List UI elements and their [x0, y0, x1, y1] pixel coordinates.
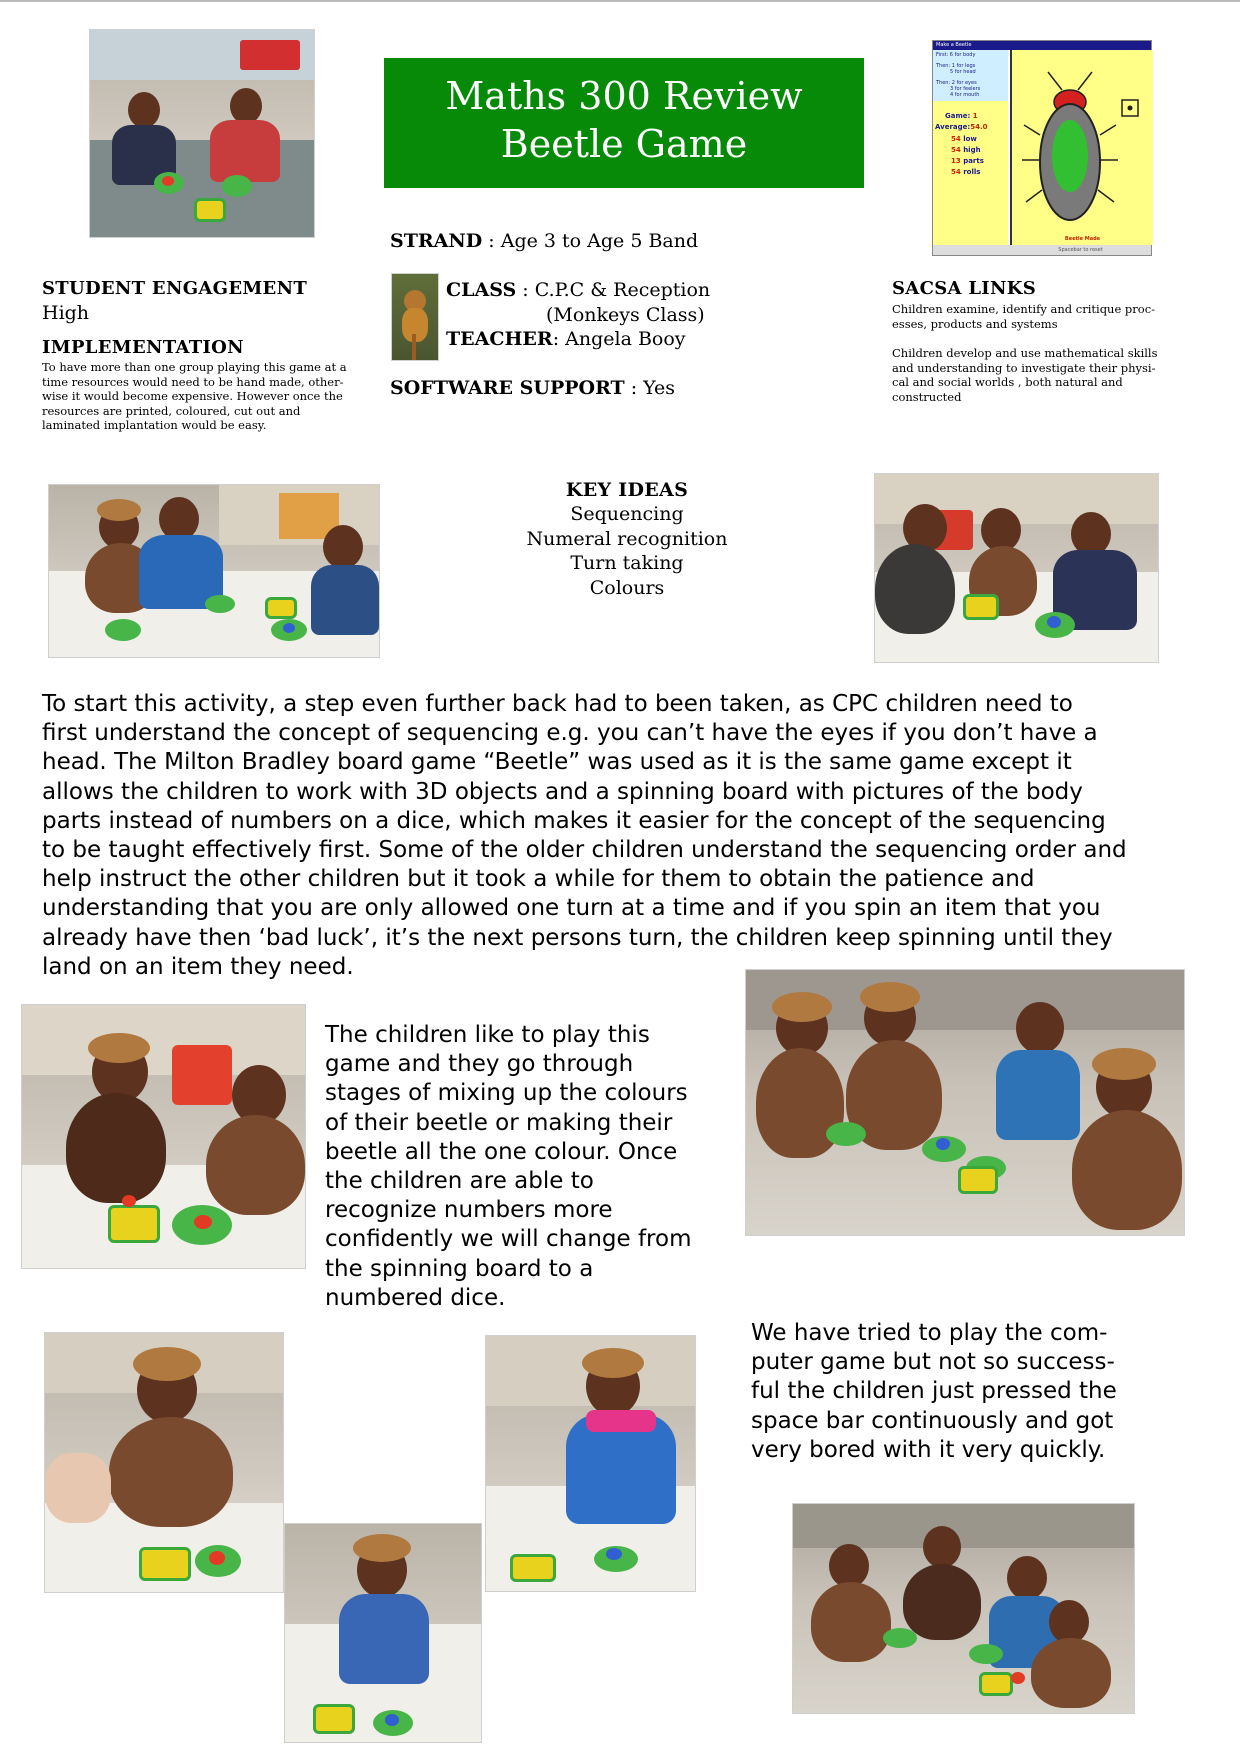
sacsa-line: constructed: [892, 389, 962, 404]
class-row: [446, 279, 710, 301]
rule-6: 4 for mouth: [950, 92, 980, 98]
main-paragraph-line: parts instead of numbers on a dice, which makes it easier for the concept of the sequencing: [42, 807, 1106, 834]
photo-children-at-table-right: [874, 473, 1159, 663]
rule-4: Then: 2 for eyes: [936, 80, 977, 86]
main-paragraph-line: land on an item they need.: [42, 953, 354, 980]
middle-paragraph-line: the children are able to: [325, 1168, 594, 1195]
key-idea-item: Numeral recognition: [526, 527, 728, 550]
engagement-value: High: [42, 302, 90, 324]
main-paragraph-line: To start this activity, a step even further back had to been taken, as CPC children need to: [42, 691, 1073, 717]
sacsa-paragraph-2: [892, 346, 1212, 404]
count-high-value: 54: [951, 146, 961, 154]
key-idea-item: Colours: [589, 576, 665, 599]
software-status: Beetle Made: [1064, 236, 1101, 242]
key-idea-item: Turn taking: [570, 552, 684, 574]
software-screenshot: [932, 40, 1152, 256]
class-value-2: (Monkeys Class): [546, 304, 705, 326]
teacher-label: TEACHER: [446, 328, 553, 350]
rule-1: First: 6 for body: [936, 52, 976, 58]
implementation-line: To have more than one group playing this game at a: [42, 360, 347, 374]
count-parts-label: parts: [963, 157, 984, 165]
photo-group-circle: [792, 1503, 1135, 1714]
main-paragraph-line: already have then ‘bad luck’, it’s the next persons turn, the children keep spinning until they: [42, 924, 1113, 951]
middle-paragraph-line: game and they go through: [325, 1051, 634, 1078]
rule-5: 3 for feelers: [950, 86, 981, 92]
engagement-heading: STUDENT ENGAGEMENT: [42, 278, 308, 299]
teacher-row: [446, 328, 686, 350]
middle-paragraph-line: numbered dice.: [325, 1284, 506, 1311]
key-idea-item: Sequencing: [570, 503, 684, 525]
middle-paragraph-line: confidently we will change from: [325, 1226, 692, 1253]
photo-children-on-carpet: [89, 29, 315, 238]
main-paragraph-line: head. The Milton Bradley board game “Beetle” was used as it is the same game except it: [42, 749, 1072, 776]
middle-paragraph-line: of their beetle or making their: [325, 1109, 673, 1136]
main-paragraph-line: understanding that you are only allowed one turn at a time and if you spin an item that you: [42, 895, 1101, 922]
strand-row: [390, 230, 698, 252]
main-paragraph-line: help instruct the other children but it took a while for them to obtain the patience and: [42, 866, 1035, 893]
photo-child-with-bag: [44, 1332, 284, 1593]
main-paragraph-line: to be taught effectively first. Some of the older children understand the sequencing order and: [42, 837, 1127, 864]
main-paragraph: [42, 690, 1212, 982]
software-beetle-area: [1010, 50, 1153, 245]
strand-label: STRAND: [390, 230, 483, 252]
sacsa-line: Children develop and use mathematical skills: [892, 346, 1158, 360]
software-support-row: [390, 377, 675, 399]
count-low-value: 54: [951, 135, 961, 143]
sacsa-line: cal and social worlds , both natural and: [892, 375, 1123, 389]
middle-paragraph: [325, 1021, 725, 1313]
top-border-line: [0, 0, 1240, 2]
stat-game-label: Game:: [945, 112, 971, 120]
software-support-value: : Yes: [630, 377, 676, 399]
middle-paragraph-line: stages of mixing up the colours: [325, 1080, 688, 1107]
implementation-heading: IMPLEMENTATION: [42, 337, 244, 358]
middle-paragraph-line: recognize numbers more: [325, 1197, 613, 1224]
sacsa-heading: SACSA LINKS: [892, 278, 1036, 299]
title-line-1: Maths 300 Review: [445, 74, 803, 118]
stat-game-value: 1: [972, 112, 978, 120]
bottom-paragraph-line: space bar continuously and got: [751, 1407, 1114, 1434]
beetle-drawing: [1012, 50, 1153, 245]
class-label: CLASS: [446, 279, 517, 301]
software-footer: [933, 245, 1151, 255]
bottom-paragraph-line: We have tried to play the com-: [751, 1320, 1108, 1346]
software-window-title: Make a Beetle: [933, 41, 1151, 50]
monkey-photo: [391, 273, 439, 361]
count-rolls-value: 54: [951, 168, 961, 176]
sacsa-paragraph-1: [892, 302, 1212, 331]
software-support-label: SOFTWARE SUPPORT: [390, 377, 625, 399]
count-low-label: low: [963, 135, 977, 143]
software-stats-panel: [933, 101, 1008, 245]
bottom-paragraph: [751, 1319, 1171, 1465]
class-value: : C.P.C & Reception: [522, 279, 711, 301]
bottom-paragraph-line: puter game but not so success-: [751, 1349, 1115, 1376]
key-ideas-heading: KEY IDEAS: [565, 479, 689, 501]
implementation-line: wise it would become expensive. However once the: [42, 389, 343, 403]
teacher-value: : Angela Booy: [552, 328, 686, 350]
implementation-line: laminated implantation would be easy.: [42, 418, 267, 432]
page-title: [384, 58, 864, 188]
middle-paragraph-line: the spinning board to a: [325, 1255, 594, 1282]
implementation-line: resources are printed, coloured, cut out and: [42, 403, 301, 418]
sacsa-line: esses, products and systems: [892, 316, 1058, 331]
middle-paragraph-line: beetle all the one colour. Once: [325, 1138, 678, 1165]
photo-two-children-table: [21, 1004, 306, 1269]
main-paragraph-line: first understand the concept of sequencing e.g. you can’t have the eyes if you don’t have a: [42, 720, 1098, 747]
software-footer-text: Spacebar to reset: [1058, 247, 1103, 253]
bottom-paragraph-line: ful the children just pressed the: [751, 1378, 1117, 1405]
photo-child-pink-jacket: [485, 1335, 696, 1592]
key-ideas: [460, 478, 794, 600]
count-rolls-label: rolls: [963, 168, 981, 176]
photo-child-small: [284, 1523, 482, 1743]
stat-average-value: 54.0: [970, 123, 988, 131]
implementation-line: time resources would need to be hand made, other-: [42, 374, 344, 389]
rule-2: Then: 1 for legs: [936, 63, 976, 69]
title-line-2: Beetle Game: [500, 122, 748, 166]
main-paragraph-line: allows the children to work with 3D objects and a spinning board with pictures of the body: [42, 778, 1083, 805]
sacsa-line: Children examine, identify and critique proc-: [892, 302, 1156, 316]
implementation-text: [42, 360, 372, 433]
bottom-paragraph-line: very bored with it very quickly.: [751, 1436, 1106, 1463]
count-parts-value: 13: [951, 157, 961, 165]
strand-value: : Age 3 to Age 5 Band: [488, 230, 699, 252]
middle-paragraph-line: The children like to play this: [325, 1022, 650, 1048]
photo-children-at-table-left: [48, 484, 380, 658]
stat-average-label: Average:: [935, 123, 971, 131]
sacsa-line: and understanding to investigate their physi-: [892, 360, 1156, 375]
count-high-label: high: [963, 146, 981, 154]
rule-3: 5 for head: [950, 69, 976, 75]
photo-group-on-floor: [745, 969, 1185, 1236]
